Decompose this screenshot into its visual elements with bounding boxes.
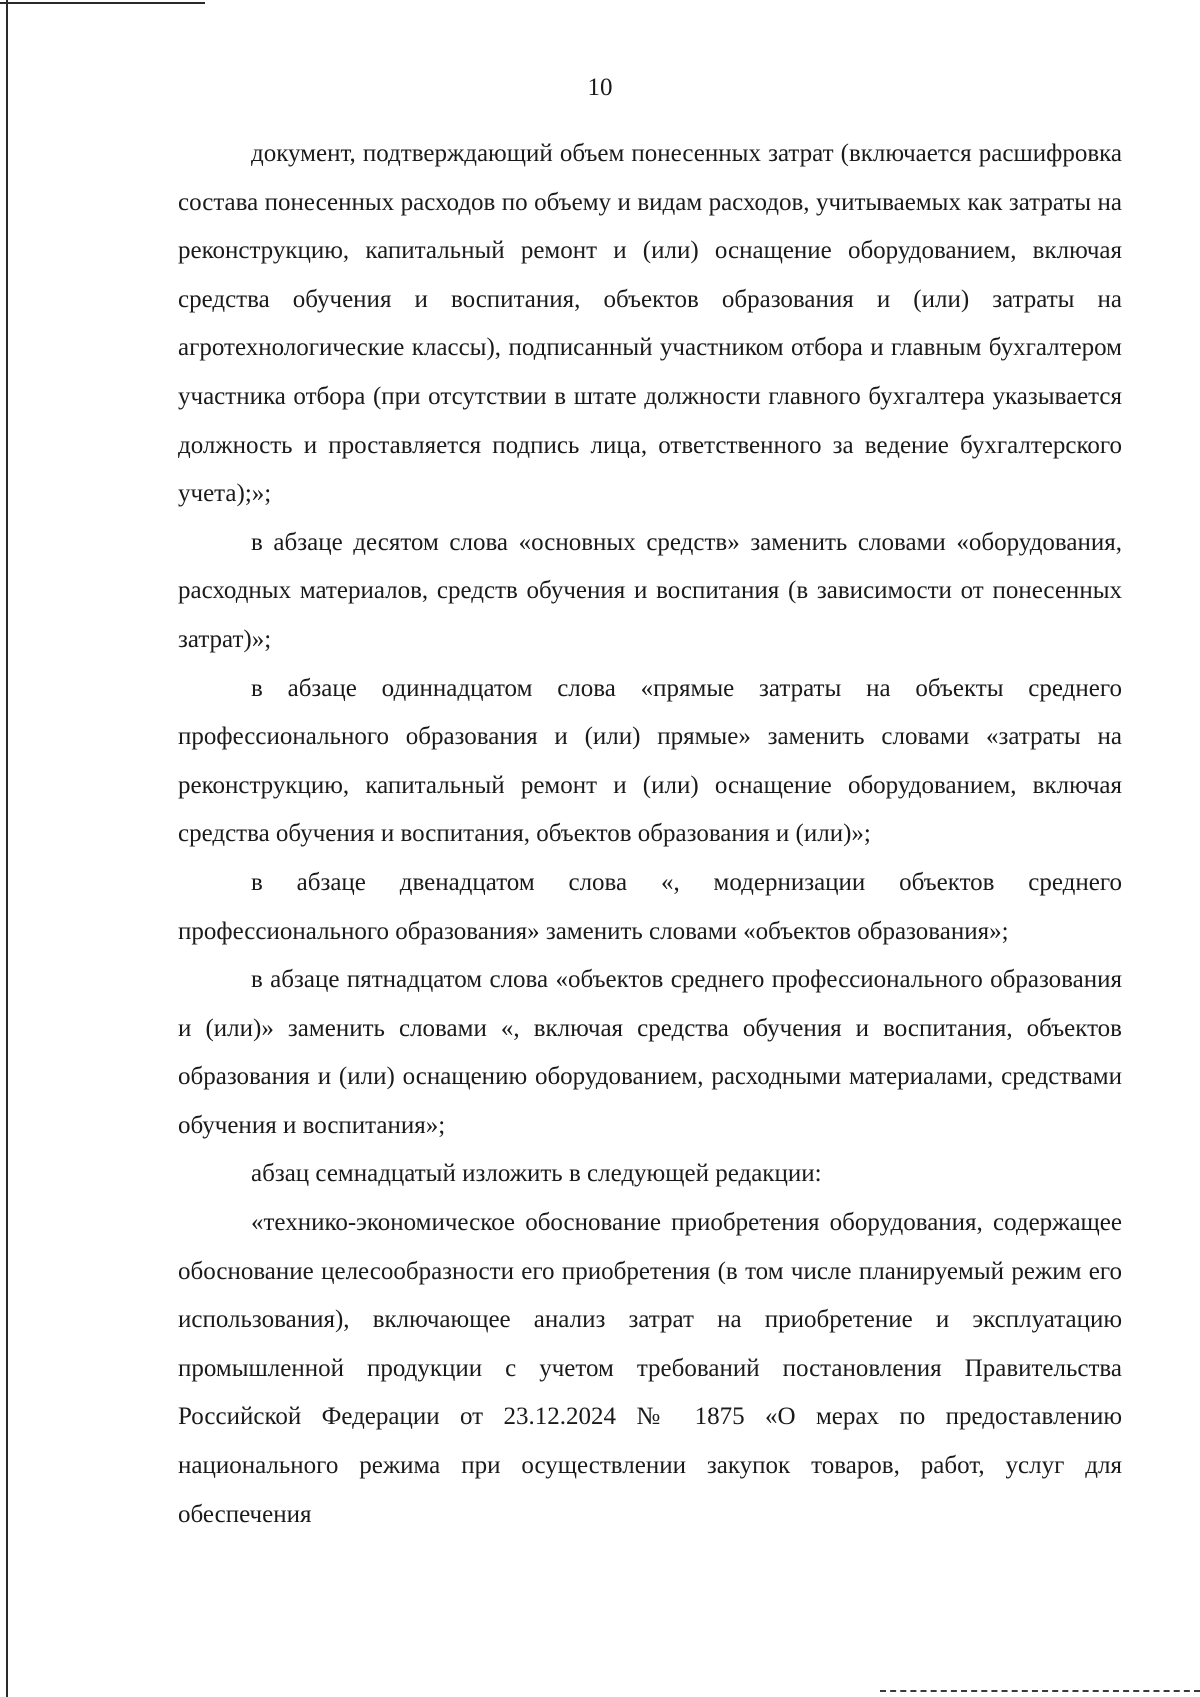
paragraph: в абзаце пятнадцатом слова «объектов среднего профессионального образования и (или)» заменить словами «, включая средства обучения и воспитания, объектов образования и (или) оснащению оборудованием, расходными материалами, средствами обучения и воспитания»; bbox=[178, 966, 1122, 1139]
scan-border-bottom bbox=[880, 1690, 1200, 1694]
scan-border-top bbox=[0, 2, 205, 4]
paragraph: в абзаце одиннадцатом слова «прямые затраты на объекты среднего профессионального образования и (или) прямые» заменить словами «затраты на реконструкцию, капитальный ремонт и (или) оснащение оборудованием, включая средства обучения и воспитания, объектов образования и (или)»; bbox=[178, 674, 1122, 848]
paragraph: «технико-экономическое обоснование приобретения оборудования, содержащее обоснование целесообразности его приобретения (в том числе планируемый режим его использования), включающее анализ затрат на приобретение и эксплуатацию промышленной продукции с учетом требований постановления Правительства Российской Федерации от 23.12.2024 № 1875 «О мерах по предоставлению национального режима при осуществлении закупок товаров, работ, услуг для обеспечения bbox=[178, 1209, 1122, 1528]
paragraph: в абзаце двенадцатом слова «, модернизации объектов среднего профессионального образования» заменить словами «объектов образования»; bbox=[178, 868, 1122, 945]
paragraph: в абзаце десятом слова «основных средств» заменить словами «оборудования, расходных материалов, средств обучения и воспитания (в зависимости от понесенных затрат)»; bbox=[178, 528, 1122, 653]
paragraph: абзац семнадцатый изложить в следующей редакции: bbox=[251, 1160, 822, 1188]
page-number: 10 bbox=[587, 74, 613, 101]
paragraph: документ, подтверждающий объем понесенных затрат (включается расшифровка состава понесенных расходов по объему и видам расходов, учитываемых как затраты на реконструкцию, капитальный ремонт и (или) оснащение оборудованием, включая средства обучения и воспитания, объектов образования и (или) затраты на агротехнологические классы), подписанный участником отбора и главным бухгалтером участника отбора (при отсутствии в штате должности главного бухгалтера указывается должность и проставляется подпись лица, ответственного за ведение бухгалтерского учета);»; bbox=[178, 140, 1122, 508]
document-body bbox=[178, 130, 1122, 1539]
scan-border-left bbox=[6, 0, 8, 1697]
